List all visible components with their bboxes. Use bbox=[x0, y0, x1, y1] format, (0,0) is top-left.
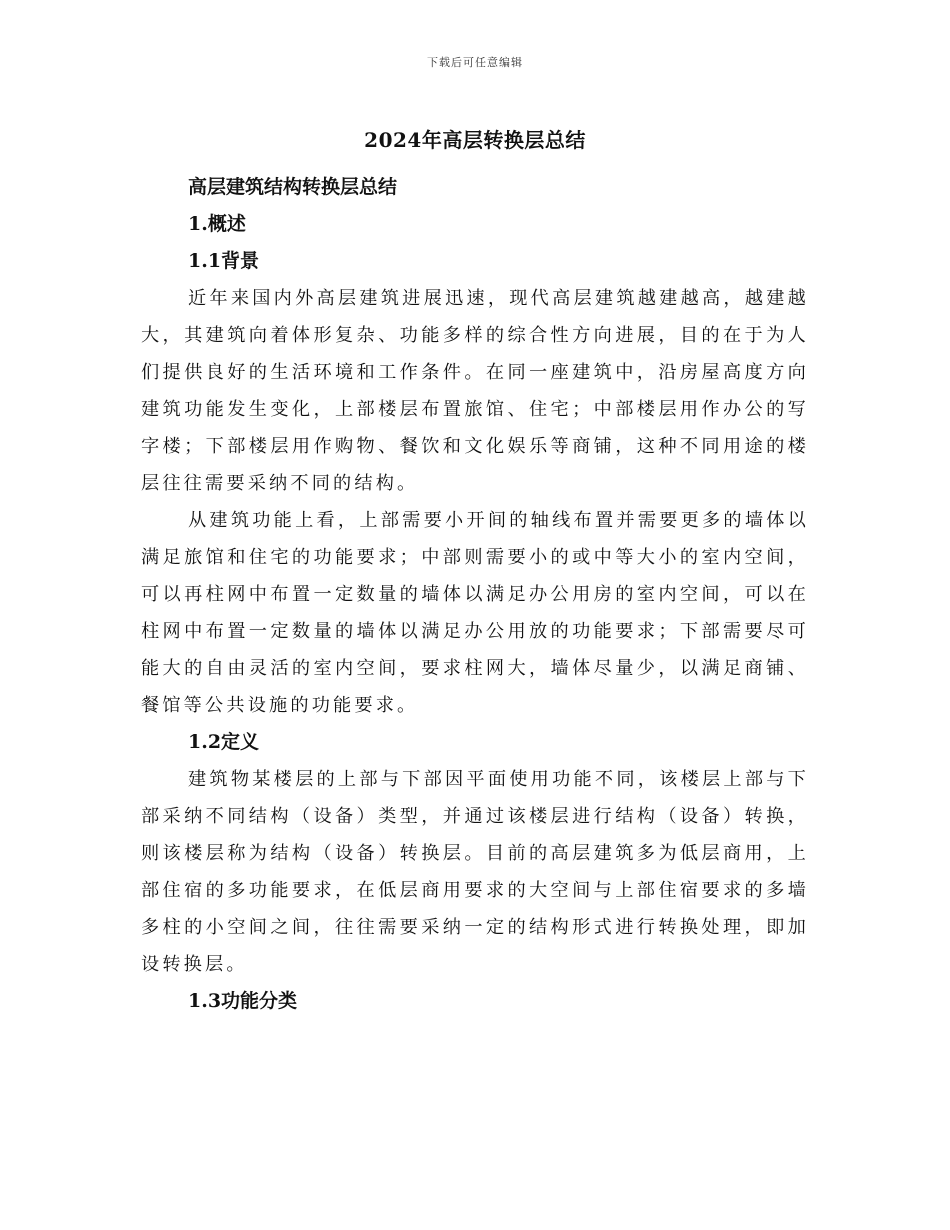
paragraph-background-2: 从建筑功能上看，上部需要小开间的轴线布置并需要更多的墙体以满足旅馆和住宅的功能要求；中部则需要小的或中等大小的室内空间，可以再柱网中布置一定数量的墙体以满足办公用房的室内空间，可以在柱网中布置一定数量的墙体以满足办公用放的功能要求；下部需要尽可能大的自由灵活的室内空间，要求柱网大，墙体尽量少，以满足商铺、餐馆等公共设施的功能要求。 bbox=[141, 510, 809, 716]
paragraph-definition: 建筑物某楼层的上部与下部因平面使用功能不同，该楼层上部与下部采纳不同结构（设备）类型，并通过该楼层进行结构（设备）转换，则该楼层称为结构（设备）转换层。目前的高层建筑多为低层商用，上部住宿的多功能要求，在低层商用要求的大空间与上部住宿要求的多墙多柱的小空间之间，往往需要采纳一定的结构形式进行转换处理，即加设转换层。 bbox=[141, 769, 809, 975]
document-body bbox=[141, 169, 809, 1020]
section-heading-1-2: 1.2定义 bbox=[188, 731, 260, 753]
document-title: 2024年高层转换层总结 bbox=[364, 128, 586, 152]
section-heading-1-3: 1.3功能分类 bbox=[188, 990, 298, 1012]
section-heading-1: 1.概述 bbox=[188, 213, 246, 235]
section-heading-1-1: 1.1背景 bbox=[188, 250, 260, 272]
paragraph-background-1: 近年来国内外高层建筑进展迅速，现代高层建筑越建越高，越建越大，其建筑向着体形复杂、功能多样的综合性方向进展，目的在于为人们提供良好的生活环境和工作条件。在同一座建筑中，沿房屋高度方向建筑功能发生变化，上部楼层布置旅馆、住宅；中部楼层用作办公的写字楼；下部楼层用作购物、餐饮和文化娱乐等商铺，这种不同用途的楼层往往需要采纳不同的结构。 bbox=[141, 288, 809, 494]
page-header-note: 下载后可任意编辑 bbox=[427, 56, 523, 69]
document-subtitle: 高层建筑结构转换层总结 bbox=[188, 176, 398, 198]
